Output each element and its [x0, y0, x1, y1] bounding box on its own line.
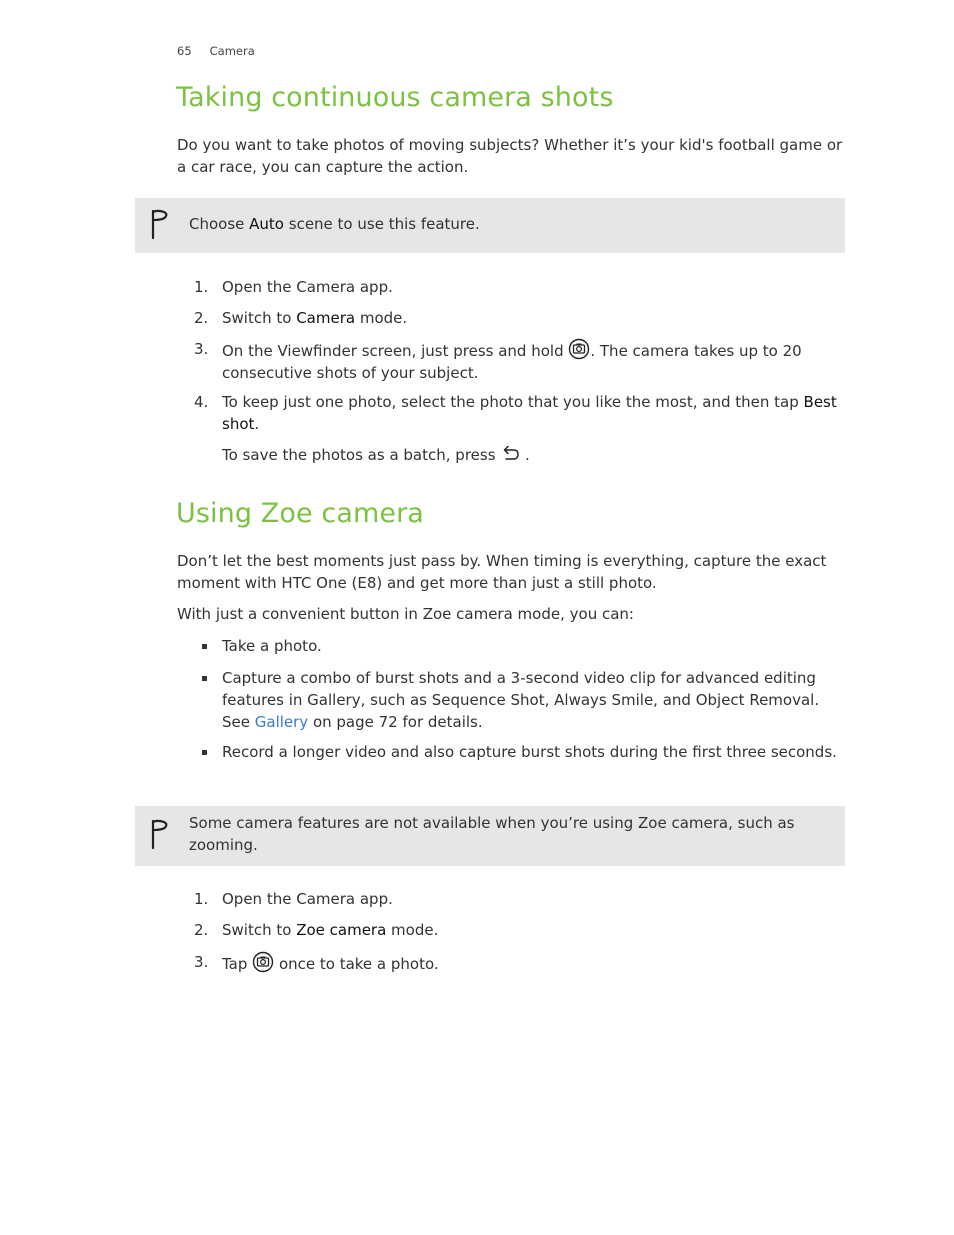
section-title-continuous: Taking continuous camera shots [176, 82, 614, 113]
note-flag-icon [149, 818, 171, 850]
note-box [135, 806, 845, 866]
note-text: Choose Auto scene to use this feature. [189, 215, 480, 233]
back-arrow-icon [500, 444, 520, 464]
note-box [135, 198, 845, 253]
camera-shutter-icon [252, 951, 274, 973]
note-flag-icon [149, 208, 171, 240]
intro-paragraph: Do you want to take photos of moving subjects? Whether it’s your kid's football game or a car race, you can capture the action. [177, 136, 843, 176]
section-name: Camera [209, 44, 255, 58]
page-number: 65 [177, 44, 192, 58]
note-text: Some camera features are not available when you’re using Zoe camera, such as zooming. [189, 814, 795, 854]
gallery-link[interactable]: Gallery [254, 713, 309, 731]
section-title-zoe: Using Zoe camera [176, 498, 424, 529]
camera-shutter-icon [568, 338, 590, 360]
zoe-intro-paragraph: Don’t let the best moments just pass by. When timing is everything, capture the exact moment with HTC One (E8) and get more than just a still photo. [177, 552, 827, 592]
zoe-lead-paragraph: With just a convenient button in Zoe camera mode, you can: [177, 605, 634, 623]
page-header [177, 44, 255, 58]
